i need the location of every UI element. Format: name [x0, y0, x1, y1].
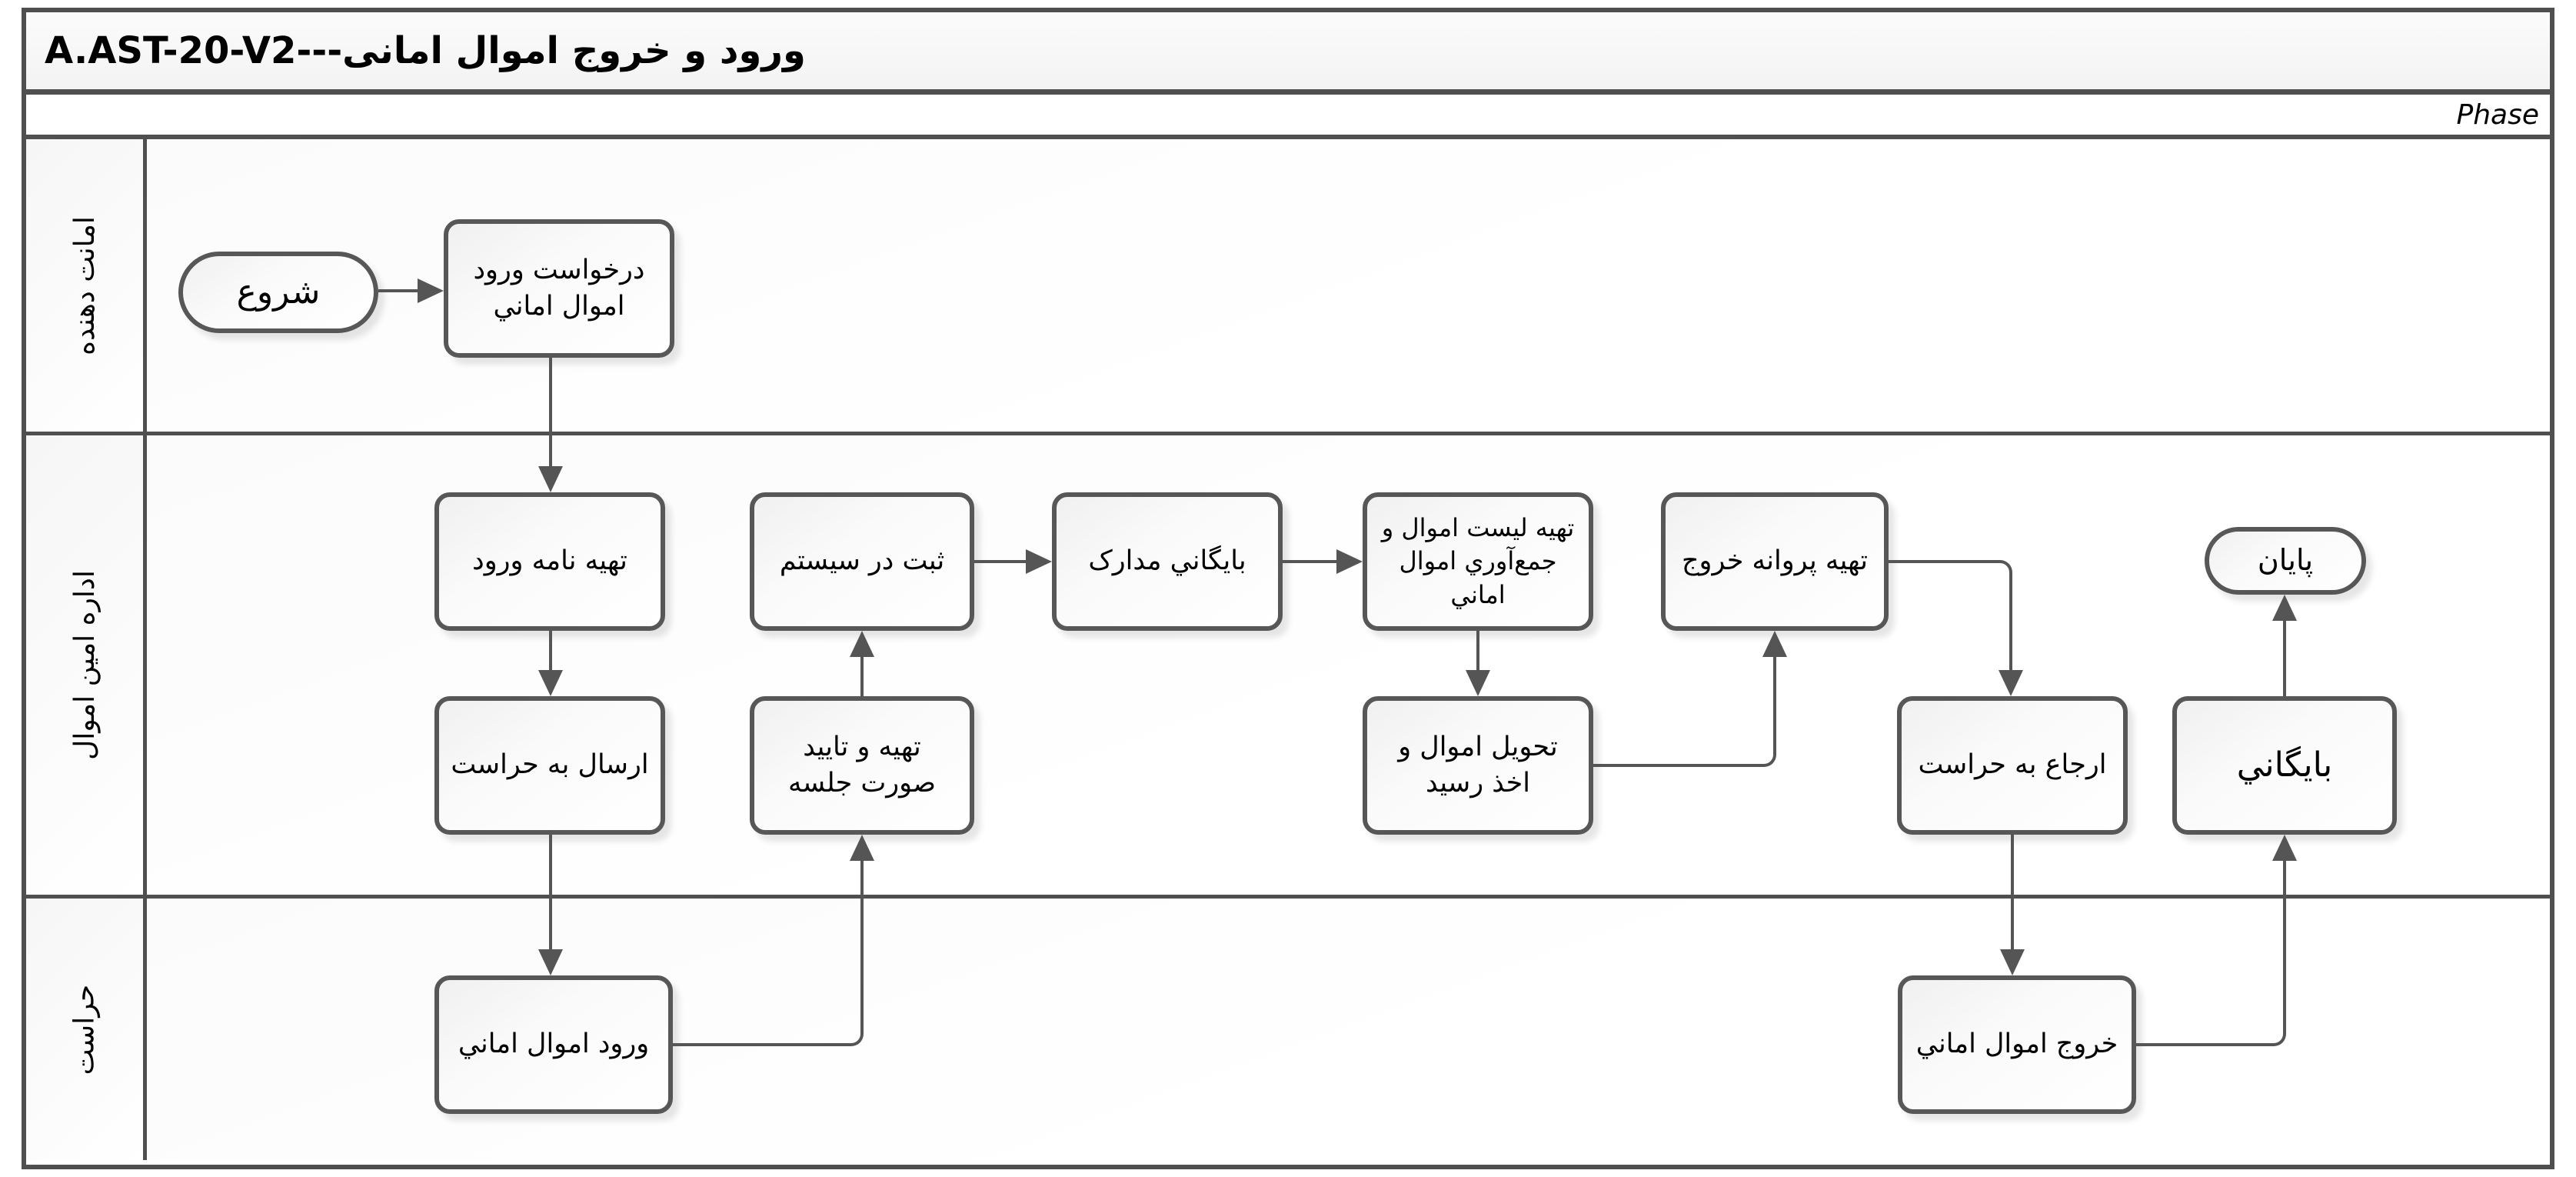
arrowhead-right: [418, 278, 444, 303]
arrowhead-up: [2272, 835, 2297, 861]
prepare-asset-list-node: [1363, 492, 1593, 631]
refer-to-security-node: [1897, 696, 2128, 835]
connector-segment: [549, 835, 552, 952]
connector-segment: [549, 358, 552, 469]
arrowhead-up: [1762, 631, 1787, 657]
node-label: بایگاني: [2236, 745, 2333, 785]
connector-segment: [860, 858, 864, 1034]
diagram-title: A.AST-20-V2---ورود و خروج اموال امانی: [45, 29, 806, 72]
phase-label: Phase: [2456, 98, 2539, 131]
node-label: ارسال به حراست: [451, 749, 649, 781]
start-node: [178, 252, 378, 333]
register-in-system-node: [750, 492, 974, 631]
end-node: [2205, 527, 2366, 595]
arrowhead-down: [538, 670, 563, 696]
arrowhead-up: [850, 631, 874, 657]
arrowhead-down: [1999, 670, 2023, 696]
node-label: ورود اموال اماني: [458, 1029, 650, 1060]
arrowhead-up: [850, 835, 874, 861]
connector-segment: [1889, 560, 2000, 563]
archive-documents-node: [1052, 492, 1283, 631]
node-label: تهیه نامه ورود: [472, 545, 627, 577]
connector-elbow: [1764, 755, 1776, 767]
connector-segment: [549, 631, 552, 673]
request-entry-node: [444, 219, 674, 358]
prepare-exit-permit-node: [1661, 492, 1889, 631]
swimlane-trustee-office-label: اداره امین اموال: [68, 570, 101, 760]
node-label: تهیه پروانه خروج: [1681, 545, 1869, 577]
connector-elbow: [2274, 1034, 2286, 1046]
connector-segment: [1476, 631, 1479, 673]
connector-segment: [2283, 858, 2286, 1034]
connector-segment: [860, 654, 864, 696]
connector-segment: [673, 1043, 851, 1046]
node-label: بایگاني مدارک: [1088, 545, 1246, 577]
node-label: ثبت در سیستم: [779, 545, 945, 577]
node-label: پایان: [2257, 543, 2314, 578]
connector-segment: [378, 289, 421, 292]
node-label: خروج اموال اماني: [1915, 1029, 2118, 1060]
prepare-entry-letter-node: [434, 492, 665, 631]
swimlane-depositor-label: امانت دهنده: [68, 215, 101, 355]
node-label: تحویل اموال و اخذ رسید: [1398, 731, 1558, 799]
arrowhead-down: [538, 949, 563, 975]
arrowhead-right: [1026, 549, 1052, 574]
node-label: ارجاع به حراست: [1918, 749, 2107, 781]
connector-segment: [2009, 572, 2012, 673]
send-to-security-node: [434, 696, 665, 835]
arrowhead-right: [1336, 549, 1363, 574]
node-label: شروع: [236, 272, 321, 312]
entry-trust-assets-node: [434, 975, 673, 1114]
node-label: تهیه و تایید صورت جلسه: [788, 731, 936, 799]
arrowhead-down: [538, 466, 563, 492]
connector-segment: [1283, 560, 1340, 563]
connector-segment: [1773, 654, 1776, 755]
connector-segment: [2136, 1043, 2274, 1046]
arrowhead-up: [2272, 595, 2297, 621]
prepare-approve-minutes-node: [750, 696, 974, 835]
connector-elbow: [2000, 560, 2012, 572]
connector-segment: [974, 560, 1029, 563]
connector-segment: [2011, 835, 2014, 952]
exit-trust-assets-node: [1898, 975, 2136, 1114]
node-label: درخواست ورود اموال اماني: [473, 254, 645, 322]
connector-elbow: [851, 1034, 864, 1046]
deliver-assets-receipt-node: [1363, 696, 1593, 835]
connector-segment: [1593, 764, 1764, 767]
swimlane-security-label: حراست: [68, 984, 101, 1075]
arrowhead-down: [1466, 670, 1490, 696]
connector-segment: [2283, 618, 2286, 696]
arrowhead-down: [2000, 949, 2025, 975]
archive-node: [2172, 696, 2397, 835]
node-label: تهیه لیست اموال و جمع‌آوري اموال اماني: [1381, 513, 1575, 609]
